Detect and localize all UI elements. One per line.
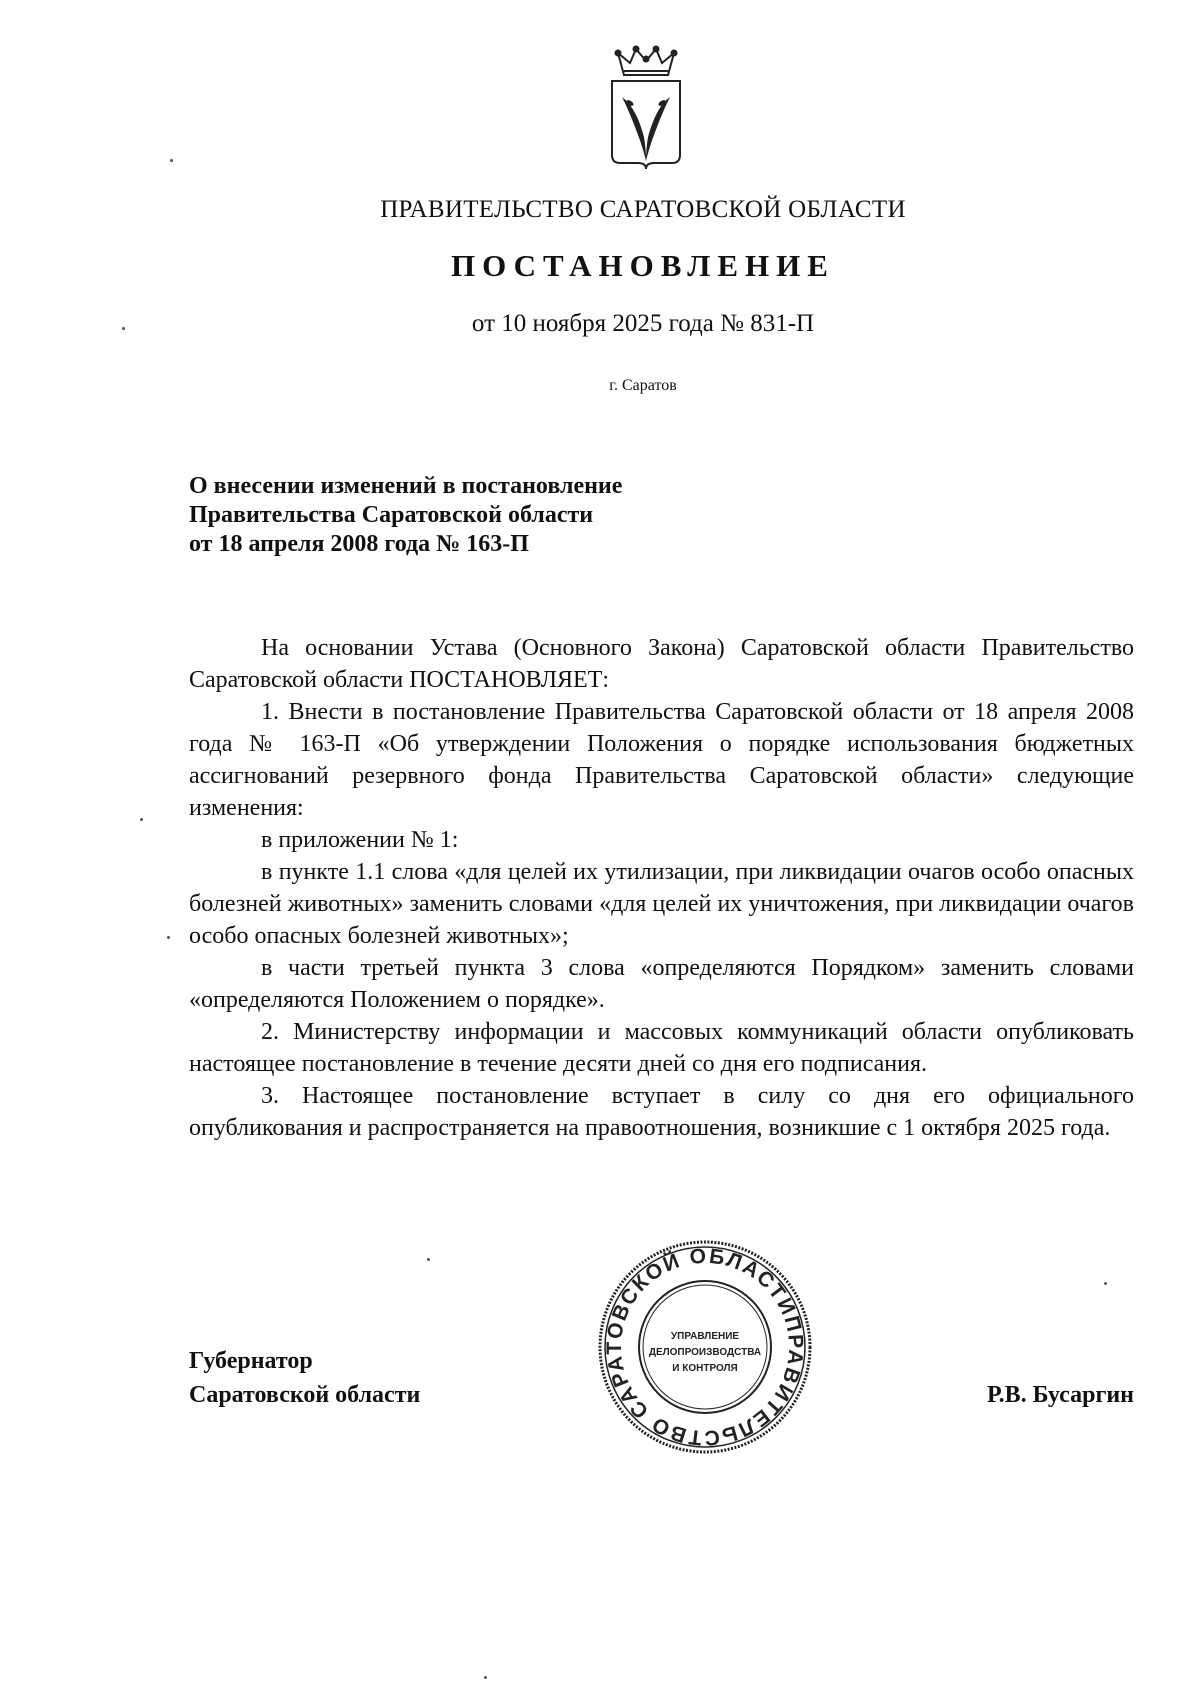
signatory-position-line: Губернатор xyxy=(189,1348,313,1374)
seal-outer-text: ПРАВИТЕЛЬСТВО САРАТОВСКОЙ ОБЛАСТИ xyxy=(602,1244,808,1450)
document-body xyxy=(189,632,1134,1144)
scan-speck xyxy=(122,327,125,330)
body-paragraph: в части третьей пункта 3 слова «определяются Порядком» заменить словами «определяются Положением о порядке». xyxy=(189,955,1134,1013)
subject-line: от 18 апреля 2008 года № 163-П xyxy=(189,531,529,557)
scan-speck xyxy=(427,1258,430,1261)
document-subject xyxy=(189,472,622,559)
document-type: ПОСТАНОВЛЕНИЕ xyxy=(451,248,835,283)
seal-inner-line: УПРАВЛЕНИЕ xyxy=(670,1331,740,1342)
body-paragraph: 2. Министерству информации и массовых коммуникаций области опубликовать настоящее постановление в течение десяти дней со дня его подписания. xyxy=(189,1019,1134,1077)
scan-speck xyxy=(170,159,173,162)
official-seal-icon xyxy=(597,1239,813,1455)
document-city: г. Саратов xyxy=(609,377,677,394)
body-paragraph: в пункте 1.1 слова «для целей их утилизации, при ликвидации очагов особо опасных болезней животных» заменить словами «для целей их уничтожения, при ликвидации очагов особо опасных болезней животных»; xyxy=(189,859,1134,949)
seal-inner-line: И КОНТРОЛЯ xyxy=(672,1363,738,1374)
scan-speck xyxy=(140,818,143,821)
body-paragraph: На основании Устава (Основного Закона) Саратовской области Правительство Саратовской области ПОСТАНОВЛЯЕТ: xyxy=(189,635,1134,693)
document-date-number: от 10 ноября 2025 года № 831-П xyxy=(471,310,815,337)
subject-line: О внесении изменений в постановление xyxy=(189,473,623,499)
body-paragraph: в приложении № 1: xyxy=(261,827,459,853)
signatory-position xyxy=(189,1344,420,1412)
scan-speck xyxy=(167,936,170,939)
signatory-name: Р.В. Бусаргин xyxy=(986,1382,1134,1408)
coat-of-arms-icon xyxy=(608,45,684,171)
scan-speck xyxy=(484,1676,487,1679)
body-paragraph: 3. Настоящее постановление вступает в силу со дня его официального опубликования и распространяется на правоотношения, возникшие с 1 октября 2025 года. xyxy=(189,1083,1134,1141)
signatory-position-line: Саратовской области xyxy=(189,1382,421,1408)
scan-speck xyxy=(1104,1282,1107,1285)
body-paragraph: 1. Внести в постановление Правительства Саратовской области от 18 апреля 2008 года № 163-П «Об утверждении Положения о порядке использования бюджетных ассигнований резервного фонда Правительства Саратовской области» следующие изменения: xyxy=(189,699,1134,821)
organization-name: ПРАВИТЕЛЬСТВО САРАТОВСКОЙ ОБЛАСТИ xyxy=(380,196,906,223)
seal-inner-line: ДЕЛОПРОИЗВОДСТВА xyxy=(648,1347,762,1358)
subject-line: Правительства Саратовской области xyxy=(189,502,594,528)
